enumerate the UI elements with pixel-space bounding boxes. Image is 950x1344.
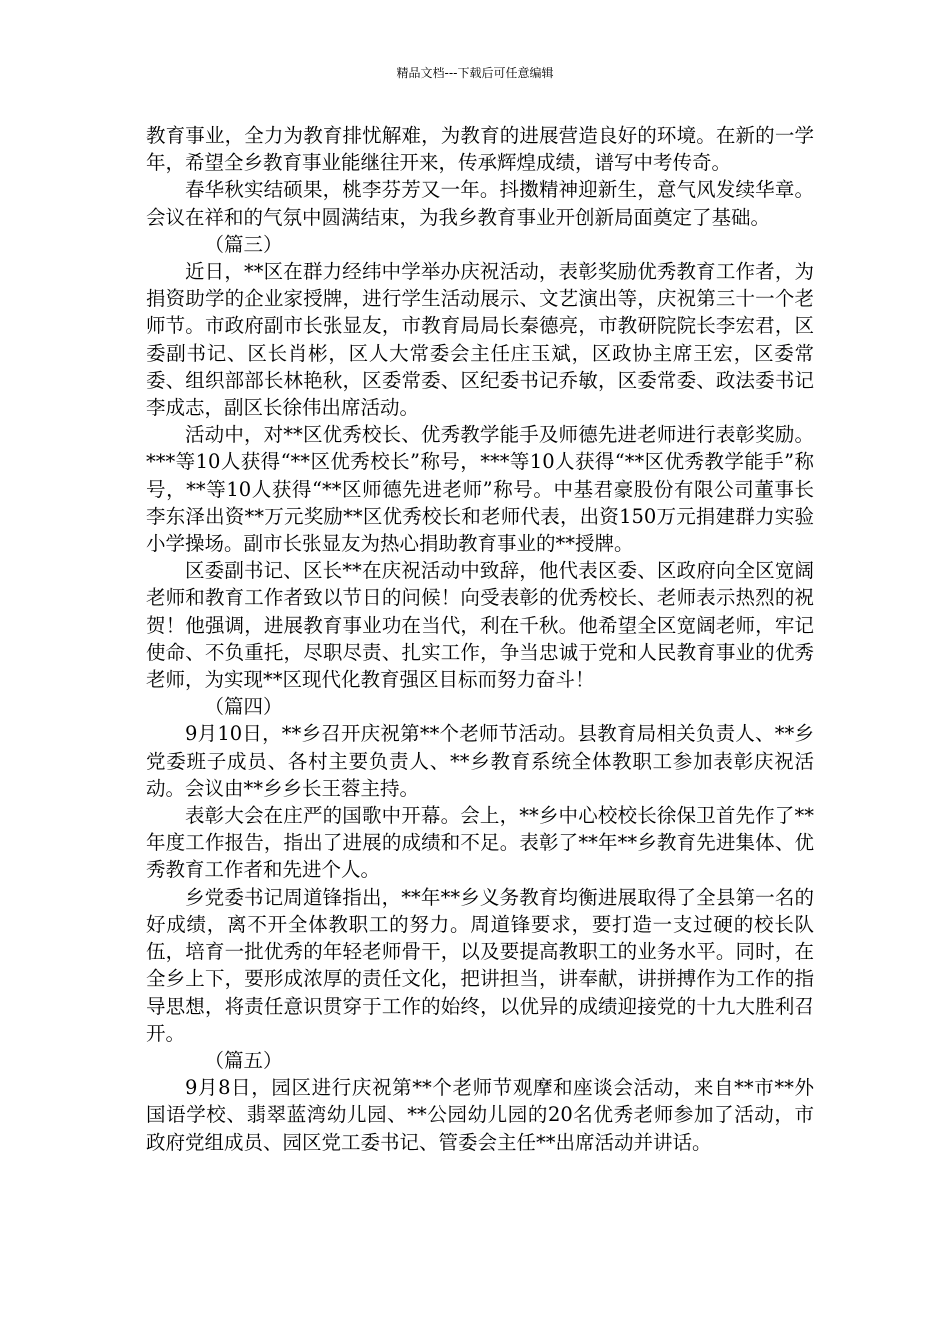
paragraph: 春华秋实结硕果，桃李芬芳又一年。抖擞精神迎新生，意气风发续华章。会议在祥和的气氛中圆满结束，为我乡教育事业开创新局面奠定了基础。 [146,178,814,229]
paragraph: 9月10日，**乡召开庆祝第**个老师节活动。县教育局相关负责人、**乡党委班子成员、各村主要负责人、**乡教育系统全体教职工参加表彰庆祝活动。会议由**乡乡长王蓉主持。 [146,722,814,800]
paragraph: 教育事业，全力为教育排忧解难，为教育的进展营造良好的环境。在新的一学年，希望全乡教育事业能继往开来，传承辉煌成绩，谱写中考传奇。 [146,124,814,175]
paragraph: 活动中，对**区优秀校长、优秀教学能手及师德先进老师进行表彰奖励。***等10人获得“**区优秀校长”称号，***等10人获得“**区优秀教学能手”称号，**等10人获得“**区师德先进老师”称号。中基君豪股份有限公司董事长李东泽出资**万元奖励**区优秀校长和老师代表，出资150万元捐建群力实验小学操场。副市长张显友为热心捐助教育事业的**授牌。 [146,423,814,556]
page-header: 精品文档---下载后可任意编辑 [396,66,554,80]
section-heading: （篇四） [204,695,283,719]
paragraph: 区委副书记、区长**在庆祝活动中致辞，他代表区委、区政府向全区宽阔老师和教育工作者致以节日的问候！向受表彰的优秀校长、老师表示热烈的祝贺！他强调，进展教育事业功在当代，利在千秋。他希望全区宽阔老师，牢记使命、不负重托，尽职尽责、扎实工作，争当忠诚于党和人民教育事业的优秀老师，为实现**区现代化教育强区目标而努力奋斗！ [146,559,814,692]
section-heading: （篇三） [204,232,283,256]
paragraph: 9月8日，园区进行庆祝第**个老师节观摩和座谈会活动，来自**市**外国语学校、翡翠蓝湾幼儿园、**公园幼儿园的20名优秀老师参加了活动，市政府党组成员、园区党工委书记、管委会主任**出席活动并讲话。 [146,1076,814,1154]
paragraph: 乡党委书记周道锋指出，**年**乡义务教育均衡进展取得了全县第一名的好成绩，离不开全体教职工的努力。周道锋要求，要打造一支过硬的校长队伍，培育一批优秀的年轻老师骨干，以及要提高教职工的业务水平。同时，在全乡上下，要形成浓厚的责任文化，把讲担当，讲奉献，讲拼搏作为工作的指导思想，将责任意识贯穿于工作的始终，以优异的成绩迎接党的十九大胜利召开。 [146,885,814,1045]
document-body [146,122,814,1156]
paragraph: 表彰大会在庄严的国歌中开幕。会上，**乡中心校校长徐保卫首先作了**年度工作报告，指出了进展的成绩和不足。表彰了**年**乡教育先进集体、优秀教育工作者和先进个人。 [146,804,814,882]
paragraph: 近日，**区在群力经纬中学举办庆祝活动，表彰奖励优秀教育工作者，为捐资助学的企业家授牌，进行学生活动展示、文艺演出等，庆祝第三十一个老师节。市政府副市长张显友，市教育局局长秦德亮，市教研院院长李宏君，区委副书记、区长肖彬，区人大常委会主任庄玉斌，区政协主席王宏，区委常委、组织部部长林艳秋，区委常委、区纪委书记乔敏，区委常委、政法委书记李成志，副区长徐伟出席活动。 [146,260,814,420]
section-heading: （篇五） [204,1048,283,1072]
